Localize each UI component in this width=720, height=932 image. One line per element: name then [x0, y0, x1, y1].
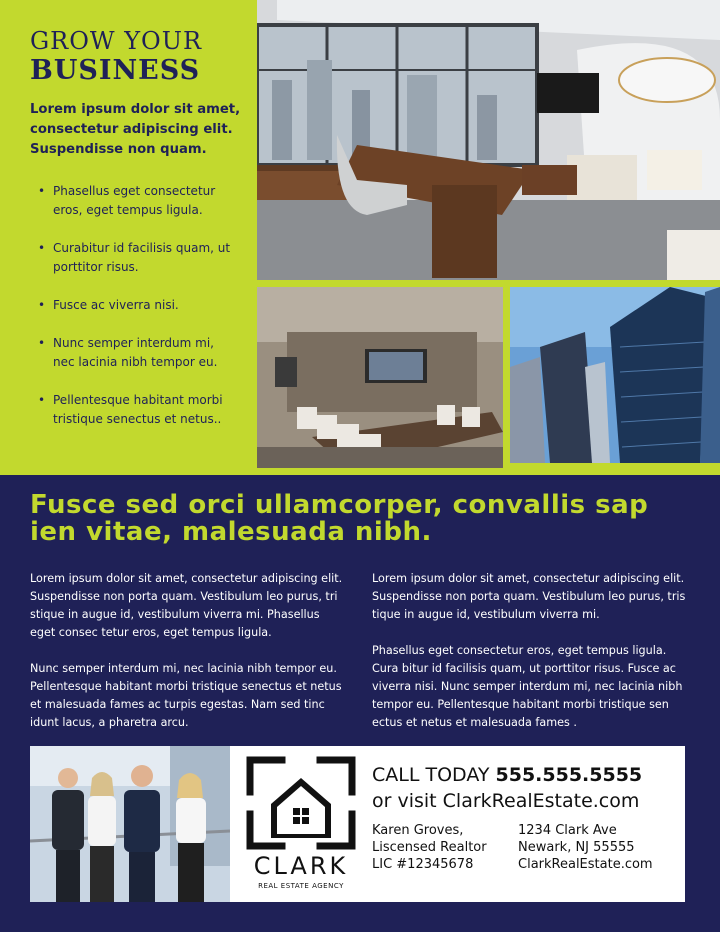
agent-title: Liscensed Realtor [372, 840, 487, 855]
body-paragraph: Nunc semper interdum mi, nec lacinia nibh tempor eu. Pellentesque habitant morbi tristique senectus et netus et malesuada fames ac turpis egestas. Nam sed tinc idunt lacus, a pharetra arcu. [30, 662, 342, 729]
hero-bullet-list [38, 182, 238, 448]
hero-title-line2: BUSINESS [30, 55, 201, 86]
logo-tagline: REAL ESTATE AGENCY [258, 882, 344, 890]
hero-title-line1: GROW YOUR [30, 27, 203, 55]
hero-panel [0, 0, 256, 475]
body-paragraph: Lorem ipsum dolor sit amet, consectetur adipiscing elit. Suspendisse non porta quam. Vestibulum leo purus, tri stique in augue id, vestibulum viverra mi. Phasellus eget consec tetur eros, eget tempus ligula. [30, 572, 343, 639]
body-paragraph: Lorem ipsum dolor sit amet, consectetur adipiscing elit. Suspendisse non porta quam. Vestibulum leo purus, tris tique in augue id, vestibulum viverra mi. [372, 572, 686, 621]
office-address [518, 822, 653, 873]
hero-intro: Lorem ipsum dolor sit amet, consectetur adipiscing elit. Suspendisse non quam. [30, 102, 241, 157]
body-paragraph: Phasellus eget consectetur eros, eget tempus ligula. Cura bitur id facilisis quam, ut porttitor risus. Fusce ac viverra nisi. Nunc semper interdum mi, nec lacinia nibh tempor eu. Pellentesque habitant morbi tristique sen ectus et netus et malesuada fames . [372, 644, 683, 729]
body-column-left [30, 570, 348, 750]
phone-number[interactable]: 555.555.5555 [495, 764, 643, 786]
body-column-right [372, 570, 690, 750]
address-city: Newark, NJ 55555 [518, 840, 635, 855]
bullet-item: • Pellentesque habitant morbi tristique senectus et netus.. [38, 391, 238, 429]
agent-name: Karen Groves, [372, 823, 464, 838]
contact-card [30, 746, 685, 902]
call-to-action [372, 762, 642, 814]
bullet-item: • Curabitur id facilisis quam, ut porttitor risus. [38, 239, 238, 277]
conference-room-photo [257, 287, 503, 468]
bullet-item: • Phasellus eget consectetur eros, eget tempus ligula. [38, 182, 238, 220]
cta-prefix: CALL TODAY [372, 764, 496, 786]
cta-website[interactable]: or visit ClarkRealEstate.com [372, 790, 640, 812]
bullet-item: • Nunc semper interdum mi, nec lacinia nibh tempor eu. [38, 334, 238, 372]
hero-title [30, 26, 202, 86]
cta-line1 [372, 762, 642, 788]
address-website[interactable]: ClarkRealEstate.com [518, 857, 653, 872]
team-photo [30, 746, 230, 902]
logo-wordmark: CLARK [253, 852, 349, 880]
agent-license: LIC #12345678 [372, 857, 474, 872]
clark-logo [246, 756, 356, 896]
body-headline: Fusce sed orci ullamcorper, convallis sap ien vitae, malesuada nibh. [30, 490, 649, 547]
bullet-item: • Fusce ac viverra nisi. [38, 296, 238, 315]
address-street: 1234 Clark Ave [518, 823, 617, 838]
agent-info [372, 822, 487, 873]
house-logo-icon [246, 756, 356, 850]
office-photo [257, 0, 720, 280]
skyscraper-photo [510, 287, 720, 463]
